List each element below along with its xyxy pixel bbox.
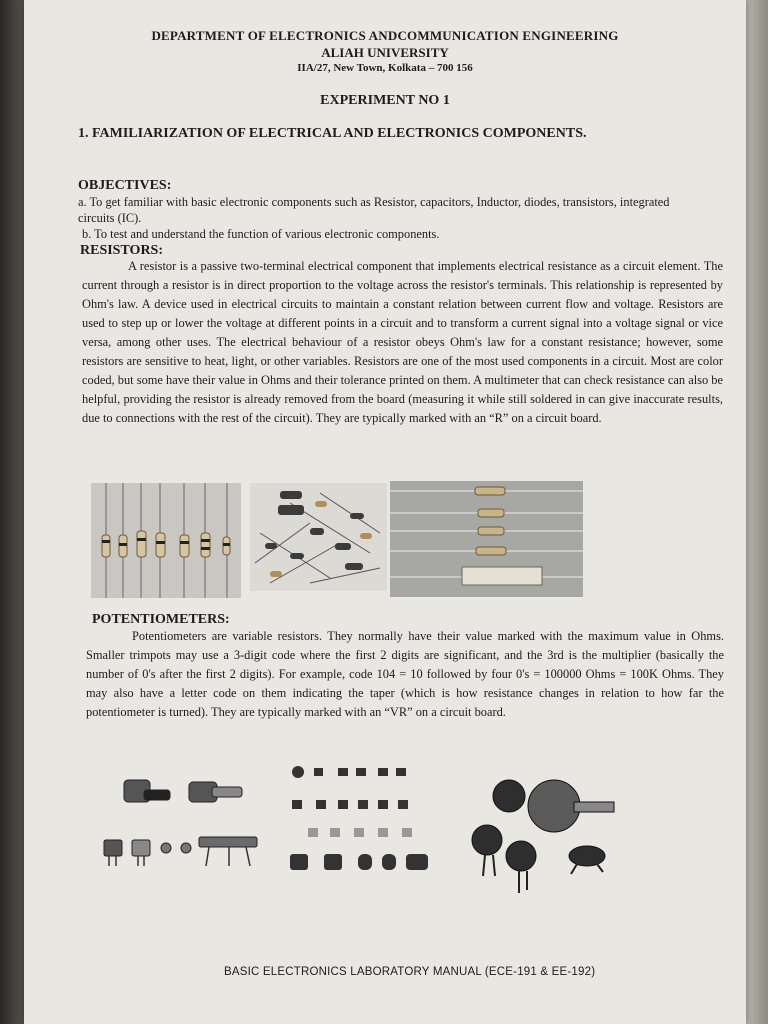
objectives-heading: OBJECTIVES:: [78, 178, 172, 193]
university-address: IIA/27, New Town, Kolkata – 700 156: [297, 62, 473, 74]
resistor-pile-image: [250, 483, 387, 591]
department-heading: DEPARTMENT OF ELECTRONICS ANDCOMMUNICATION ENGINEERING: [151, 28, 619, 43]
resistors-heading: RESISTORS:: [80, 243, 164, 258]
resistors-paragraph: A resistor is a passive two-terminal electrical component that implements electrical resistance as a circuit element. The current through a resistor is in direct proportion to the voltage across the resistor's terminals. This relationship is represented by Ohm's law. A device used in electrical circuits to maintain a constant relation between current flow and voltage. Resistors are used to step up or lower the voltage at different points in a circuit and to transform a current signal into a voltage signal or vice versa, among other uses. The electrical behaviour of a resistor obeys Ohm's law for a constant resistance; however, some resistors are sensitive to heat, light, or other variables. Resistors are one of the most used components in a circuit. Most are color coded, but some have their value in Ohms and their tolerance printed on them. A multimeter that can check resistance can also be helpful, providing the resistor is already removed from the board (measuring it while still soldered in can give inaccurate results, due to connections with the rest of the circuit). They are typically marked with an “R” on a circuit board.: [82, 259, 723, 425]
background-edge-left: [0, 0, 24, 1024]
large-potentiometers-image: [449, 758, 619, 898]
resistor-photo-3: [390, 481, 583, 597]
university-name: ALIAH UNIVERSITY: [321, 45, 449, 60]
potentiometers-paragraph: Potentiometers are variable resistors. They normally have their value marked with the maximum value in Ohms. Smaller trimpots may use a 3-digit code where the first 2 digits are significant, and the 3rd is the multiplier (basically the number of 0's after the first 2 digits). For example, code 104 = 10 followed by four 0's = 100000 Ohms = 100K Ohms. They may also have a letter code on them indicating the taper (which is how resistance changes in relation to how far the potentiometer is turned). They are typically marked with an “VR” on a circuit board.: [86, 629, 724, 719]
potentiometer-photo-1: [94, 762, 264, 874]
resistors-upright-image: [91, 483, 241, 598]
trimpots-grid-image: [286, 762, 446, 880]
potentiometers-text: [86, 627, 724, 722]
potentiometers-group-image: [94, 762, 264, 874]
potentiometers-heading: POTENTIOMETERS:: [92, 612, 230, 627]
objectives-section: [78, 178, 698, 242]
potentiometer-photo-3: [449, 758, 619, 898]
document-page: [24, 0, 746, 1024]
resistor-photo-2: [250, 483, 387, 591]
background-edge-right: [746, 0, 768, 1024]
experiment-number: EXPERIMENT NO 1: [320, 93, 450, 108]
potentiometer-photo-2: [286, 762, 446, 880]
objective-item-b: b. To test and understand the function of various electronic components.: [82, 227, 440, 241]
resistor-rows-image: [390, 481, 583, 597]
objective-item-a: a. To get familiar with basic electronic components such as Resistor, capacitors, Inductor, diodes, transistors, integrated circuits (IC).: [78, 195, 670, 225]
page-footer: BASIC ELECTRONICS LABORATORY MANUAL (ECE-191 & EE-192): [224, 966, 596, 978]
resistors-text: [82, 257, 723, 428]
resistor-photo-1: [91, 483, 241, 598]
experiment-title: 1. FAMILIARIZATION OF ELECTRICAL AND ELECTRONICS COMPONENTS.: [78, 126, 587, 141]
